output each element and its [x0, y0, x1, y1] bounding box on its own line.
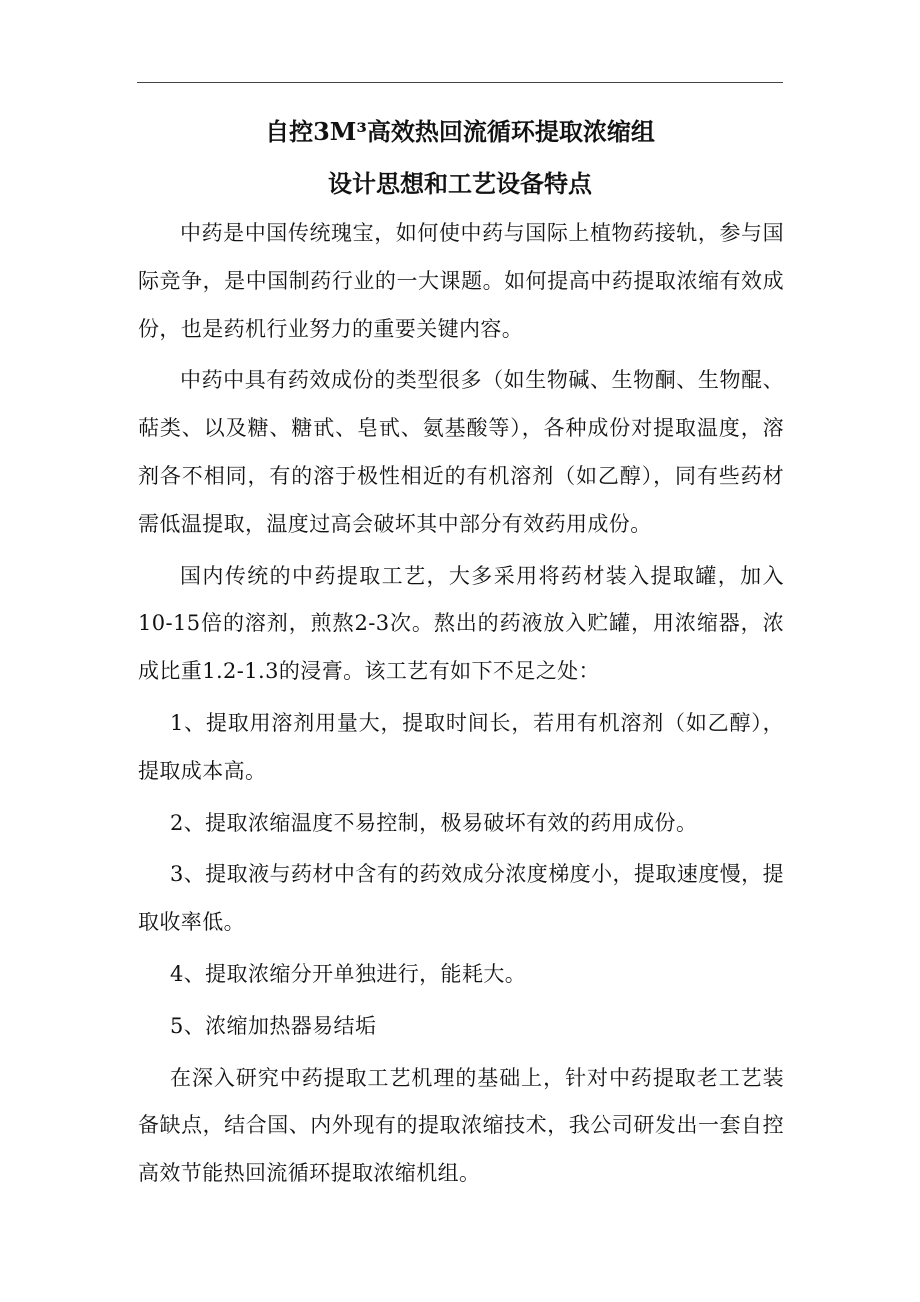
document-subtitle: 设计思想和工艺设备特点: [328, 169, 592, 198]
list-item-4: 4、提取浓缩分开单独进行，能耗大。: [170, 961, 527, 986]
paragraph-conclusion: 在深入研究中药提取工艺机理的基础上，针对中药提取老工艺装备缺点，结合国、内外现有的提取浓缩技术，我公司研发出一套自控高效节能热回流循环提取浓缩机组。: [138, 1065, 784, 1186]
document-body: [138, 210, 784, 1198]
paragraph-ingredients: 中药中具有药效成份的类型很多（如生物碱、生物酮、生物醌、萜类、以及糖、糖甙、皂甙、氨基酸等），各种成份对提取温度，溶剂各不相同，有的溶于极性相近的有机溶剂（如乙醇），同有些药材需低温提取，温度过高会破坏其中部分有效药用成份。: [138, 368, 784, 536]
paragraph-traditional-process: 国内传统的中药提取工艺，大多采用将药材装入提取罐，加入10-15倍的溶剂，煎熬2-3次。熬出的药液放入贮罐，用浓缩器，浓成比重1.2-1.3的浸膏。该工艺有如下不足之处：: [138, 563, 784, 684]
list-item-1: 1、提取用溶剂用量大，提取时间长，若用有机溶剂（如乙醇），提取成本高。: [138, 710, 784, 783]
list-item-3: 3、提取液与药材中含有的药效成分浓度梯度小，提取速度慢，提取收率低。: [138, 862, 784, 935]
list-item-2: 2、提取浓缩温度不易控制，极易破坏有效的药用成份。: [170, 810, 698, 835]
header-rule: [137, 82, 783, 83]
document-title: 自控3M³高效热回流循环提取浓缩组: [265, 117, 655, 146]
paragraph-intro: 中药是中国传统瑰宝，如何使中药与国际上植物药接轨，参与国际竞争，是中国制药行业的一大课题。如何提高中药提取浓缩有效成份，也是药机行业努力的重要关键内容。: [138, 221, 784, 341]
list-item-5: 5、浓缩加热器易结垢: [170, 1013, 377, 1038]
